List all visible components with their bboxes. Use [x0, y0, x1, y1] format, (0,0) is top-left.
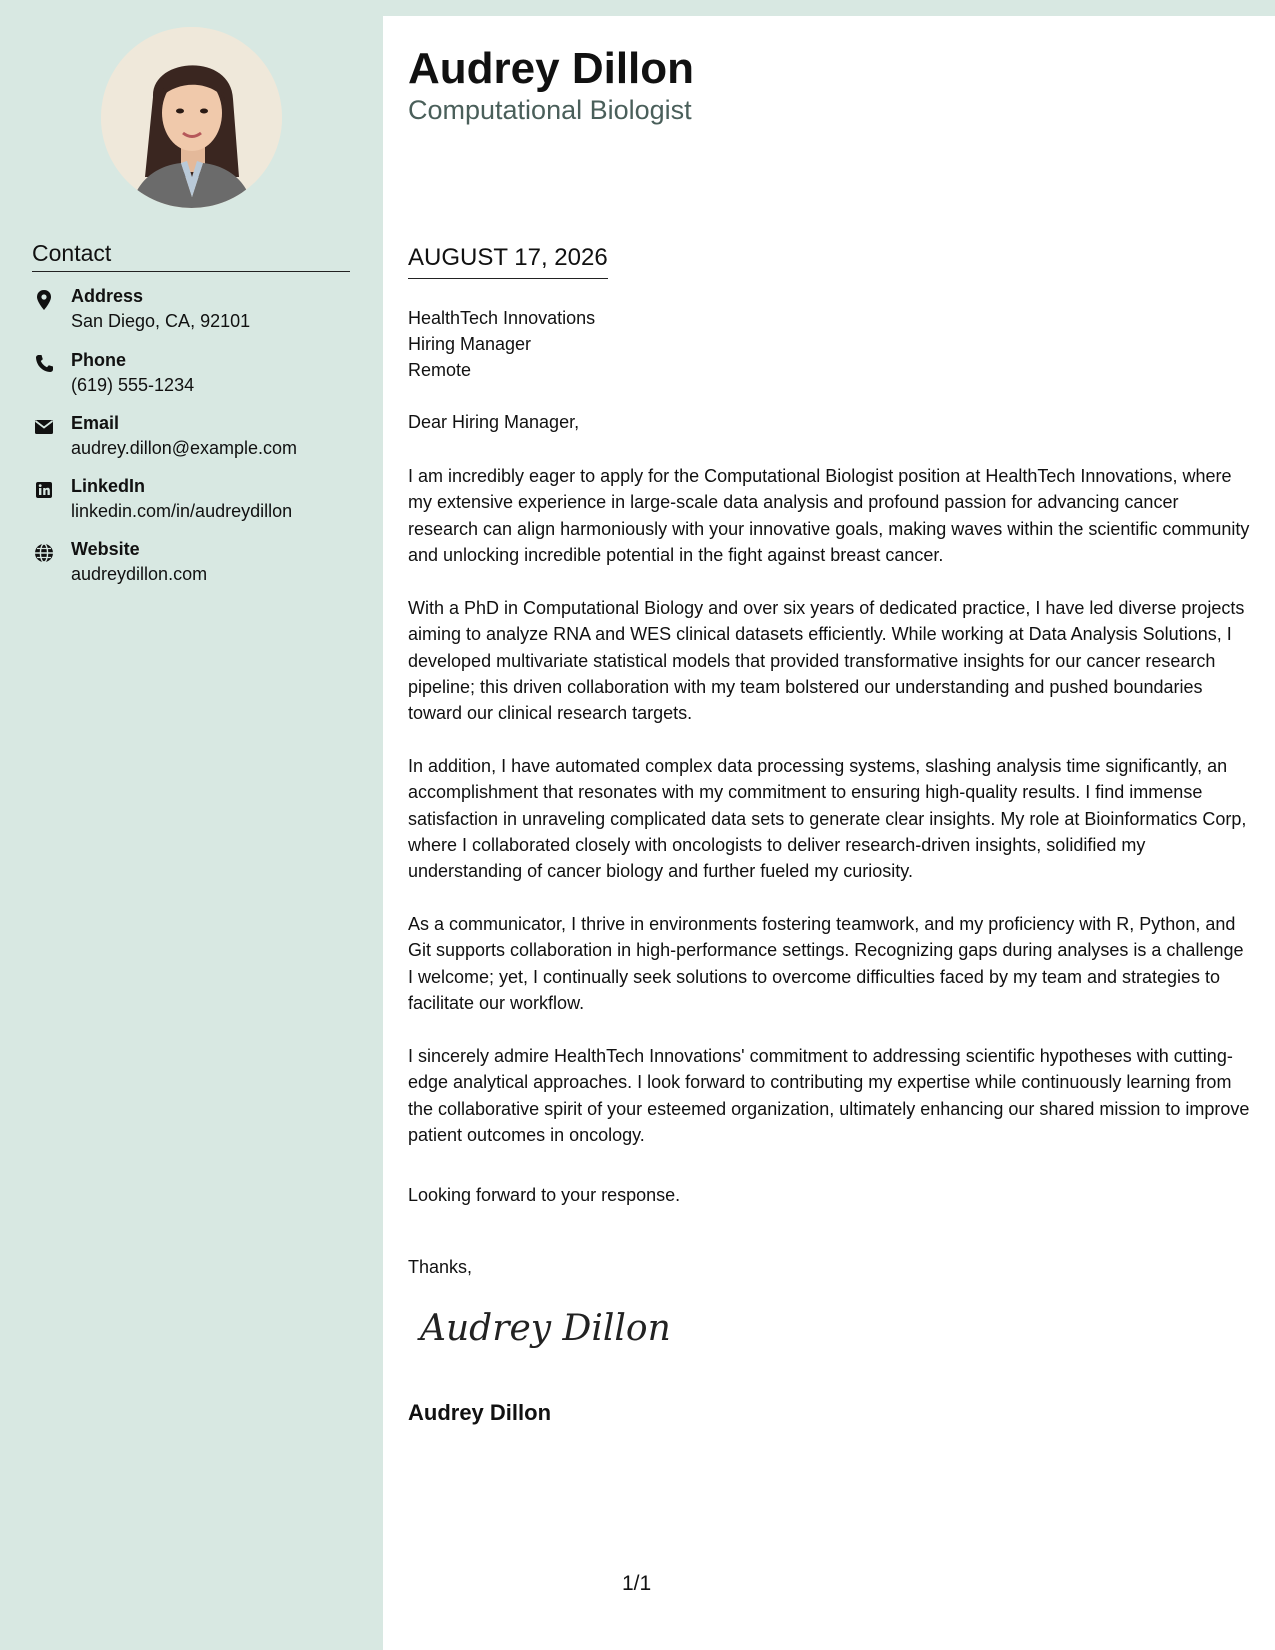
signature-image: Audrey Dillon — [420, 1308, 671, 1349]
contact-label: Phone — [71, 350, 127, 370]
recipient-title: Hiring Manager — [408, 334, 532, 354]
contact-label: Website — [71, 539, 140, 559]
applicant-name: Audrey Dillon — [408, 44, 695, 93]
phone-value: (619) 555-1234 — [71, 375, 195, 395]
globe-icon — [32, 541, 56, 565]
phone-icon — [32, 352, 56, 376]
email-value[interactable]: audrey.dillon@example.com — [71, 438, 298, 458]
body-paragraph: In addition, I have automated complex data processing systems, slashing analysis time significantly, an accomplishment that resonates with my commitment to ensuring high-quality results. I find immense satisfaction in unraveling complicated data sets to generate clear insights. My role at Bioinformatics Corp, where I collaborated closely with oncologists to deliver research-driven insights, solidified my understanding of cancer biology and further fueled my curiosity. — [408, 756, 1247, 882]
contact-label: LinkedIn — [71, 476, 146, 496]
website-value[interactable]: audreydillon.com — [71, 564, 208, 584]
letter-date: AUGUST 17, 2026 — [408, 244, 608, 279]
recipient-block — [408, 305, 595, 383]
applicant-role: Computational Biologist — [408, 95, 692, 125]
closing-line: Looking forward to your response. — [408, 1185, 681, 1205]
location-pin-icon — [32, 288, 56, 312]
recipient-company: HealthTech Innovations — [408, 308, 596, 328]
signed-name: Audrey Dillon — [408, 1400, 552, 1425]
recipient-location: Remote — [408, 360, 472, 380]
contact-label: Address — [71, 286, 144, 306]
portrait-image — [101, 27, 282, 208]
linkedin-icon — [32, 478, 56, 502]
salutation: Dear Hiring Manager, — [408, 412, 580, 432]
email-icon — [32, 415, 56, 439]
body-paragraph: With a PhD in Computational Biology and over six years of dedicated practice, I have led diverse projects aiming to analyze RNA and WES clinical datasets efficiently. While working at Data Analysis Solutions, I developed multivariate statistical models that provided transformative insights for our cancer research pipeline; this driven collaboration with my team bolstered our understanding and pushed boundaries toward our clinical research targets. — [408, 598, 1245, 724]
address-value: San Diego, CA, 92101 — [71, 311, 251, 331]
contact-heading: Contact — [32, 240, 350, 272]
page-number: 1/1 — [622, 1572, 652, 1595]
profile-photo — [101, 27, 282, 208]
body-paragraph: I am incredibly eager to apply for the Computational Biologist position at HealthTech Innovations, where my extensive experience in large-scale data analysis and profound passion for advancing cancer research can align harmoniously with your innovative goals, making waves within the scientific community and unlocking incredible potential in the fight against breast cancer. — [408, 466, 1250, 565]
linkedin-value[interactable]: linkedin.com/in/audreydillon — [71, 501, 293, 521]
body-paragraph: As a communicator, I thrive in environments fostering teamwork, and my proficiency with R, Python, and Git supports collaboration in high-performance settings. Recognizing gaps during analyses is a challenge I welcome; yet, I continually seek solutions to overcome difficulties faced by my team and strategies to facilitate our workflow. — [408, 914, 1244, 1013]
body-paragraph: I sincerely admire HealthTech Innovations' commitment to addressing scientific hypotheses with cutting-edge analytical approaches. I look forward to contributing my expertise while continuously learning from the collaborative spirit of your esteemed organization, ultimately enhancing our shared mission to improve patient outcomes in oncology. — [408, 1046, 1250, 1145]
thanks-line: Thanks, — [408, 1257, 473, 1277]
contact-label: Email — [71, 413, 120, 433]
